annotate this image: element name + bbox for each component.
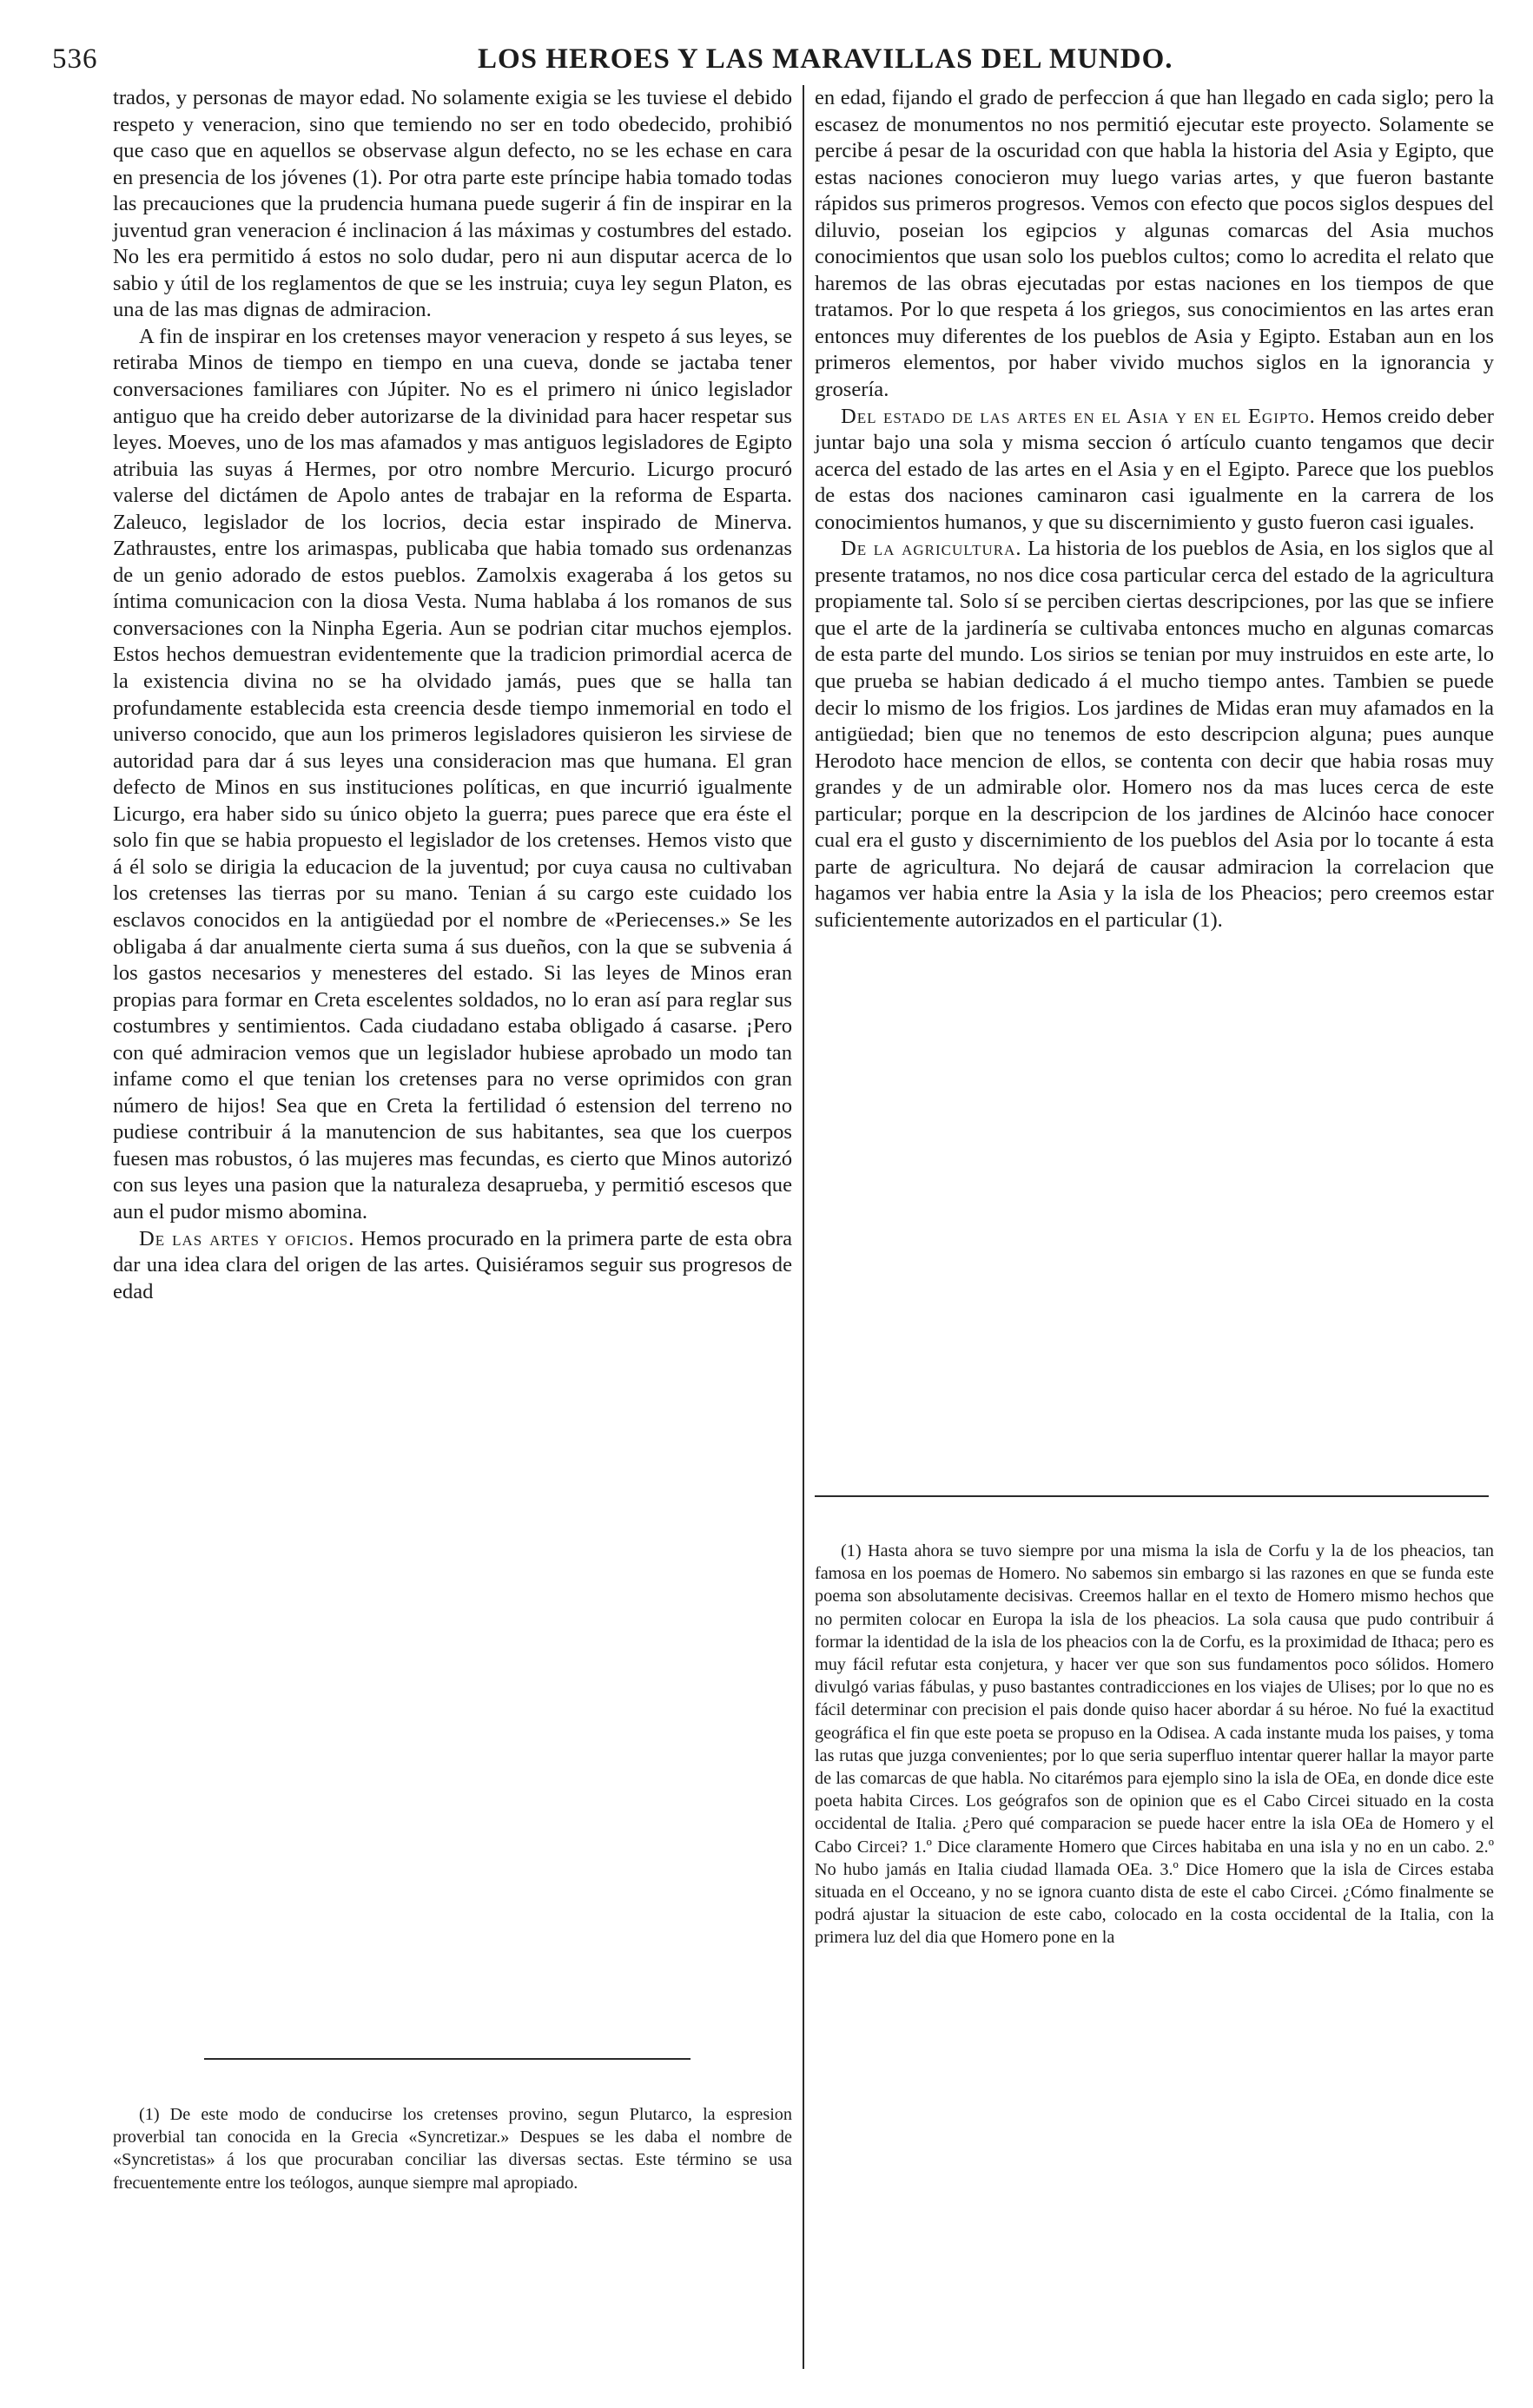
left-paragraph-3: [113, 1226, 792, 1306]
right-paragraph-2: [815, 404, 1494, 537]
section-heading-agricultura: De la agricultura.: [841, 537, 1022, 561]
left-column: [113, 85, 792, 1305]
right-paragraph-1: en edad, fijando el grado de perfeccion á que han llegado en cada siglo; pero la escasez de monumentos no nos permitió ejecutar este proyecto. Solamente se percibe á pesar de la oscuridad con que habla la historia del Asia y Egipto, que estas naciones conocieron muy luego varias artes, y que fueron bastante rápidos sus primeros progresos. Vemos con efecto que pocos siglos despues del diluvio, poseian los egipcios y algunas comarcas del Asia muchos conocimientos que usan solo los pueblos cultos; como lo acredita el relato que haremos de las obras ejecutadas por estas naciones en los tiempos de que tratamos. Por lo que respeta á los griegos, sus conocimientos en las artes eran entonces muy diferentes de los pueblos de Asia y Egipto. Estaban aun en los primeros elementos, por haber vivido muchos siglos en la ignorancia y grosería.: [815, 86, 1494, 402]
section-heading-artes-oficios: De las artes y oficios.: [139, 1226, 355, 1250]
page-header: [52, 42, 1529, 82]
footnote-rule-left: [204, 2058, 691, 2060]
right-column: [815, 85, 1494, 934]
page-number: 536: [52, 43, 98, 75]
left-paragraph-1: trados, y personas de mayor edad. No solamente exigia se les tuviese el debido respeto y veneracion, sino que temiendo no ser en todo obedecido, prohibió que caso que en aquellos se observase algun defecto, no se les echase en cara en presencia de los jóvenes (1). Por otra parte este príncipe habia tomado todas las precauciones que la prudencia humana puede sugerir á fin de inspirar en la juventud gran veneracion é inclinacion á las máximas y costumbres del estado. No les era permitido á estos no solo dudar, pero ni aun disputar acerca de lo sabio y útil de los reglamentos de que se les instruia; cuya ley segun Platon, es una de las mas dignas de admiracion.: [113, 86, 792, 322]
right-paragraph-2-text: Hemos creido deber juntar bajo una sola y misma seccion ó artículo cuanto tengamos que decir acerca del estado de las artes en el Asia y en el Egipto. Parece que los pueblos de estas dos naciones caminaron casi igualmente en la carrera de los conocimientos humanos, y que su discernimiento y gusto fueron casi iguales.: [815, 404, 1494, 534]
column-divider: [803, 85, 804, 2369]
running-title: LOS HEROES Y LAS MARAVILLAS DEL MUNDO.: [478, 43, 1173, 75]
right-paragraph-3: [815, 536, 1494, 934]
left-paragraph-2: A fin de inspirar en los cretenses mayor veneracion y respeto á sus leyes, se retiraba Minos de tiempo en tiempo en una cueva, donde se jactaba tener conversaciones familiares con Júpiter. No es el primero ni único legislador antiguo que ha creido deber autorizarse de la divinidad para hacer respetar sus leyes. Moeves, uno de los mas afamados y mas antiguos legisladores de Egipto atribuia las suyas á Hermes, por otro nombre Mercurio. Licurgo procuró valerse del dictámen de Apolo antes de trabajar en la reforma de Esparta. Zaleuco, legislador de los locrios, decia estar inspirado de Minerva. Zathraustes, entre los arimaspas, publicaba que habia tomado sus ordenanzas de un genio adorado de estos pueblos. Zamolxis exageraba á los getos su íntima comunicacion con la diosa Vesta. Numa hablaba á los romanos de sus conversaciones con la Ninpha Egeria. Aun se podrian citar muchos ejemplos. Estos hechos demuestran evidentemente que la tradicion primordial acerca de la existencia divina no se ha olvidado jamás, pues que se halla tan profundamente establecida esta creencia desde tiempo inmemorial en todo el universo conocido, que aun los primeros legisladores quisieron les sirviese de autoridad para dar á sus leyes una consideracion mas que humana. El gran defecto de Minos en sus instituciones políticas, en que incurrió igualmente Licurgo, era haber sido su único objeto la guerra; pues parece que era éste el solo fin que se habia propuesto el legislador de los cretenses. Hemos visto que á él solo se dirigia la educacion de la juventud; por cuya causa no cultivaban los cretenses las tierras por su mano. Tenian á su cargo este cuidado los esclavos conocidos en la antigüedad por el nombre de «Periecenses.» Se les obligaba á dar anualmente cierta suma á sus dueños, con la que se subvenia á los gastos necesarios y menesteres del estado. Si las leyes de Minos eran propias para formar en Creta escelentes soldados, no lo eran así para reglar sus costumbres y sentimientos. Cada ciudadano estaba obligado á casarse. ¡Pero con qué admiracion vemos que un legislador hubiese aprobado un modo tan infame como el que tenian los cretenses para no verse oprimidos con gran número de hijos! Sea que en Creta la fertilidad ó estension del terreno no pudiese contribuir á la manutencion de sus habitantes, sea que los cuerpos fuesen mas robustos, ó las mujeres mas fecundas, es cierto que Minos autorizó con sus leyes una pasion que la naturaleza desaprueba, y permitió escesos que aun el pudor mismo abomina.: [113, 324, 792, 1224]
section-heading-estado-artes: Del estado de las artes en el Asia y en el Egipto.: [841, 404, 1316, 428]
left-paragraph-3-text: Hemos procurado en la primera parte de esta obra dar una idea clara del origen de las artes. Quisiéramos seguir sus progresos de edad: [113, 1226, 792, 1303]
right-paragraph-3-text: La historia de los pueblos de Asia, en los siglos que al presente tratamos, no nos dice cosa particular cerca del estado de la agricultura propiamente tal. Solo sí se perciben ciertas descripciones, por las que se infiere que el arte de la jardinería se cultivaba entonces mucho en algunas comarcas de esta parte del mundo. Los sirios se tenian por muy instruidos en este arte, lo que prueba se habian dedicado á el mucho tiempo antes. Tambien se puede decir lo mismo de los frigios. Los jardines de Midas eran muy afamados en la antigüedad; bien que no tenemos de esto descripcion alguna; pues aunque Herodoto hace mencion de ellos, se contenta con decir que habia rosas muy grandes y de un admirable olor. Homero nos da mas luces cerca de este particular; porque en la descripcion de los jardines de Alcinóo hace conocer cual era el gusto y discernimiento de los pueblos del Asia por lo tocante á esta parte de agricultura. No dejará de causar admiracion la correlacion que hagamos ver habia entre la Asia y la isla de los Pheacios; pero creemos estar suficientemente autorizados en el particular (1).: [815, 537, 1494, 932]
footnote-left: (1) De este modo de conducirse los cretenses provino, segun Plutarco, la espresion proverbial tan conocida en la Grecia «Syncretizar.» Despues se les daba el nombre de «Syncretistas» á los que procuraban conciliar las diversas sectas. Este término se usa frecuentemente entre los teólogos, aunque siempre mal apropiado.: [113, 2105, 792, 2193]
footnote-rule-right: [815, 1495, 1489, 1497]
footnote-right: (1) Hasta ahora se tuvo siempre por una misma la isla de Corfu y la de los pheacios, tan famosa en los poemas de Homero. No sabemos sin embargo si las razones en que se funda este poema son absolutamente decisivas. Creemos hallar en el texto de Homero mismo hechos que no permiten colocar en Europa la isla de los pheacios. La sola causa que pudo contribuir á formar la identidad de la isla de los pheacios con la de Corfu, es la proximidad de Ithaca; pero es muy fácil refutar esta conjetura, y hacer ver que son sus fundamentos poco sólidos. Homero divulgó varias fábulas, y puso bastantes contradicciones en los viajes de Ulises; por lo que no es fácil determinar con precision el pais donde quiso hacer abordar á su héroe. No fué la exactitud geográfica el fin que este poeta se propuso en la Odisea. A cada instante muda los paises, y toma las rutas que juzga convenientes; por lo que seria superfluo intentar querer hallar la mayor parte de las comarcas de que habla. No citarémos para ejemplo sino la isla de OEa, en donde dice este poeta habita Circes. Los geógrafos son de opinion que es el Cabo Circei situado en la costa occidental de Italia. ¿Pero qué comparacion se puede hacer entre la isla OEa de Homero y el Cabo Circei? 1.º Dice claramente Homero que Circes habitaba en una isla y no en un cabo. 2.º No hubo jamás en Italia ciudad llamada OEa. 3.º Dice Homero que la isla de Circes estaba situada en el Occeano, y no se ignora cuanto dista de este el cabo Circei. ¿Cómo finalmente se podrá ajustar la situacion de este cabo, colocado en la costa occidental de la Italia, con la primera luz del dia que Homero pone en la: [815, 1541, 1494, 1948]
